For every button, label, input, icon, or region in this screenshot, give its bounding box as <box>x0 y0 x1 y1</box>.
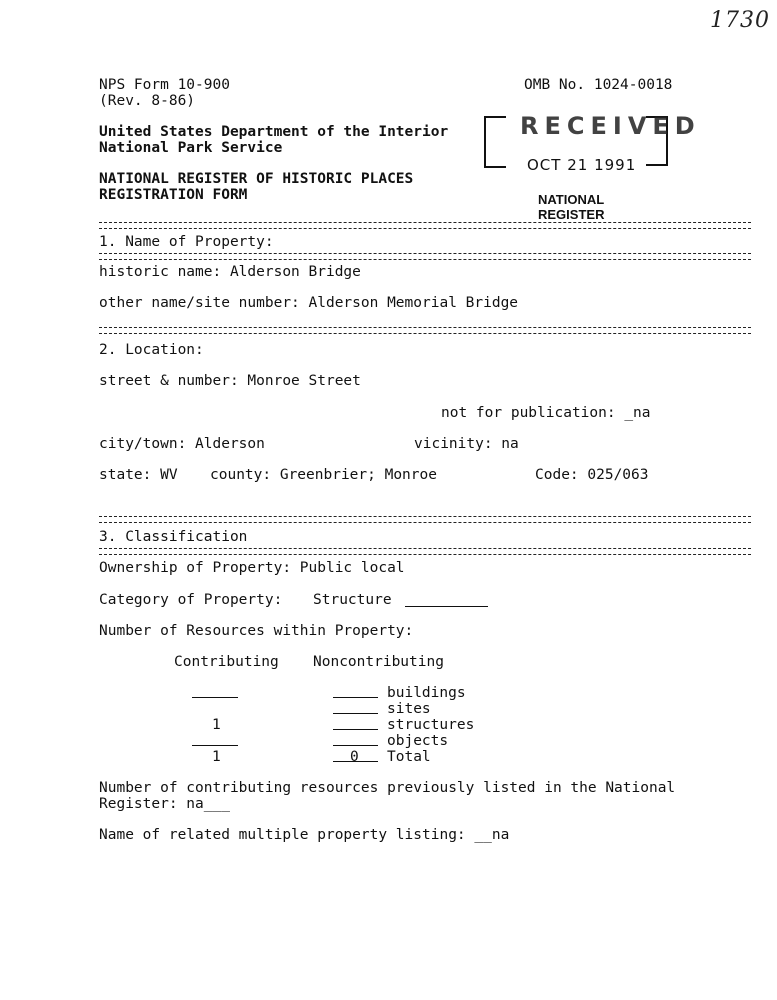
section2-heading: 2. Location: <box>99 342 204 358</box>
noncontributing-blank <box>333 697 378 698</box>
total-contributing: 1 <box>212 749 221 765</box>
total-label: Total <box>387 749 431 765</box>
category-label: Category of Property: <box>99 592 283 608</box>
city-town: city/town: Alderson <box>99 436 265 452</box>
contributing-blank <box>192 745 238 746</box>
resource-type-label: buildings <box>387 685 466 701</box>
not-for-publication: not for publication: _na <box>441 405 651 421</box>
other-name: other name/site number: Alderson Memorial Bridge <box>99 295 519 311</box>
resource-type-label: objects <box>387 733 449 749</box>
divider-rule <box>99 327 751 334</box>
handwritten-number: 1730 <box>710 8 770 33</box>
county: county: Greenbrier; Monroe <box>210 467 437 483</box>
stamp-left-bracket <box>484 116 506 168</box>
section3-heading: 3. Classification <box>99 529 248 545</box>
form-title-line1: NATIONAL REGISTER OF HISTORIC PLACES <box>99 171 414 187</box>
noncontributing-blank <box>333 745 378 746</box>
stamp-national: NATIONAL <box>538 192 605 207</box>
total-noncontributing: 0 <box>350 749 359 765</box>
resources-label: Number of Resources within Property: <box>99 623 414 639</box>
omb-number: OMB No. 1024-0018 <box>524 77 673 93</box>
divider-rule <box>99 548 751 555</box>
previously-listed-line1: Number of contributing resources previously listed in the National <box>99 780 676 796</box>
category-blank <box>405 606 488 607</box>
stamp-register: REGISTER <box>538 207 605 222</box>
contributing-blank <box>192 697 238 698</box>
noncontributing-blank <box>333 713 378 714</box>
resource-type-label: sites <box>387 701 431 717</box>
section1-heading: 1. Name of Property: <box>99 234 274 250</box>
stamp-date: OCT 21 1991 <box>527 156 637 174</box>
noncontributing-blank <box>333 729 378 730</box>
contributing-count: 1 <box>212 717 221 733</box>
state: state: WV <box>99 467 178 483</box>
contributing-header: Contributing <box>174 654 279 670</box>
form-number: NPS Form 10-900 <box>99 77 230 93</box>
vicinity: vicinity: na <box>414 436 519 452</box>
divider-rule <box>99 222 751 229</box>
previously-listed-line2: Register: na___ <box>99 796 230 812</box>
historic-name: historic name: Alderson Bridge <box>99 264 361 280</box>
department-name: United States Department of the Interior <box>99 124 449 140</box>
related-property-listing: Name of related multiple property listing: __na <box>99 827 510 843</box>
divider-rule <box>99 253 751 260</box>
ownership: Ownership of Property: Public local <box>99 560 405 576</box>
divider-rule <box>99 516 751 523</box>
service-name: National Park Service <box>99 140 283 156</box>
county-code: Code: 025/063 <box>535 467 649 483</box>
street-number: street & number: Monroe Street <box>99 373 361 389</box>
resource-type-label: structures <box>387 717 475 733</box>
form-title-line2: REGISTRATION FORM <box>99 187 248 203</box>
noncontributing-header: Noncontributing <box>313 654 444 670</box>
stamp-received-word: RECEIVED <box>520 112 701 140</box>
category-value: Structure <box>313 592 392 608</box>
form-revision: (Rev. 8-86) <box>99 93 196 109</box>
